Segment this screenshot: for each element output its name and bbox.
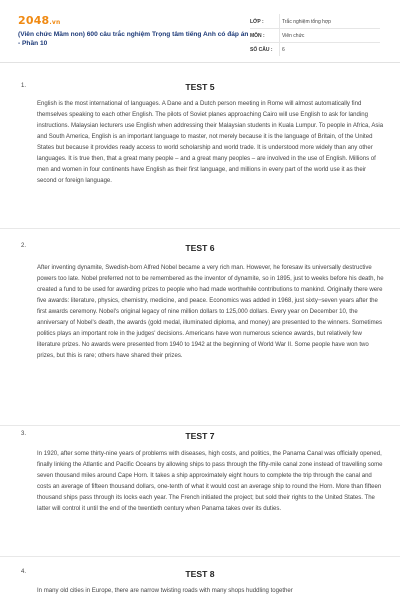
meta-row-subject — [250, 29, 380, 43]
question-section — [0, 64, 400, 229]
site-logo[interactable] — [18, 14, 60, 27]
meta-value: 6 — [282, 47, 285, 53]
question-number: 1. — [21, 83, 27, 89]
test-title: TEST 8 — [185, 569, 215, 579]
test-title: TEST 7 — [185, 431, 215, 441]
document-title: (Viên chức Mầm non) 600 câu trắc nghiệm Trọng tâm tiếng Anh có đáp án - Phần 10 — [18, 31, 249, 47]
passage-text: In many old cities in Europe, there are narrow twisting roads with many shops huddling together — [37, 588, 293, 594]
logo-main: 2048 — [18, 14, 50, 27]
question-number: 3. — [21, 431, 27, 437]
meta-key: SỐ CÂU : — [250, 47, 273, 53]
question-number: 2. — [21, 243, 27, 249]
question-section — [0, 229, 400, 426]
document-header — [0, 0, 400, 63]
meta-value: Trắc nghiệm tổng hợp — [282, 18, 331, 25]
question-number: 4. — [21, 569, 27, 575]
question-section — [0, 557, 400, 600]
test-title: TEST 5 — [185, 82, 215, 92]
passage-text: In 1920, after some thirty-nine years of problems with diseases, high costs, and politics, the Panama Canal was officially opened, finally linking the Atlantic and Pacific Oceans by allowing ships to pass through the fifty-mile canal zone instead of travelling some seven thousand miles around Cape Horn. It takes a ship approximately eight hours to complete the trip through the canal and costs an average of fifteen thousand dollars, one-tenth of what it would cost an average ship to round the Horn. More than fifteen thousand ships pass through its locks each year. The French initiated the project; but sold their rights to the United States. The latter will control it until the end of the twentieth century when Panama takes over its duties. — [37, 451, 383, 512]
meta-row-class — [250, 15, 380, 29]
meta-table — [250, 15, 380, 57]
meta-key: MÔN : — [250, 32, 265, 39]
passage-text: After inventing dynamite, Swedish-born Alfred Nobel became a very rich man. However, he foresaw its universally destructive powers too late. Nobel preferred not to be remembered as the inventor of dynamite, so in 1895, just to weeks before his death, he created a fund to be used for awarding prizes to people who had made worthwhile contributions to mankind. Originally there were five awards: literature, physics, chemistry, medicine, and peace. Economics was added in 1968, just sixty−seven years after the first awards ceremony. Nobel's original legacy of nine million dollars to 125,000 dollars. Every year on December 10, the anniversary of Nobel's death, the awards (gold medal, illuminated diploma, and money) are presented to the winners. Sometimes politics plays an important role in the judges' decisions. Americans have won numerous science awards, but relatively few literature prizes. No awards were presented from 1940 to 1942 at the beginning of World War II. Some people have won two prizes, but this is rare; others have shared their prizes. — [37, 265, 384, 359]
test-title: TEST 6 — [185, 243, 215, 253]
question-section — [0, 426, 400, 557]
meta-key: LỚP : — [250, 18, 264, 25]
meta-value: Viên chức — [282, 32, 305, 39]
logo-suffix: .vn — [49, 19, 61, 26]
passage-text: English is the most international of languages. A Dane and a Dutch person meeting in Rome will almost automatically find themselves speaking to each other English. The pilots of Soviet planes approaching Cairo will use English to ask for landing instructions. Malaysian lecturers use English when addressing their Malaysian students in Kuala Lumpur. To people in Africa, Asia and South America, English is an important language to master, not merely because it is the language of Britain, of the United States but because it provides ready access to world scholarship and world trade. It is understood more widely than any other languages. It is true then, that a great many people – and a great many peoples – are involved in the use of English. Millions of men and women in four continents have English as their first language, and millions in every part of the world use it as their second or foreign language. — [37, 101, 384, 184]
meta-row-count — [250, 43, 380, 57]
